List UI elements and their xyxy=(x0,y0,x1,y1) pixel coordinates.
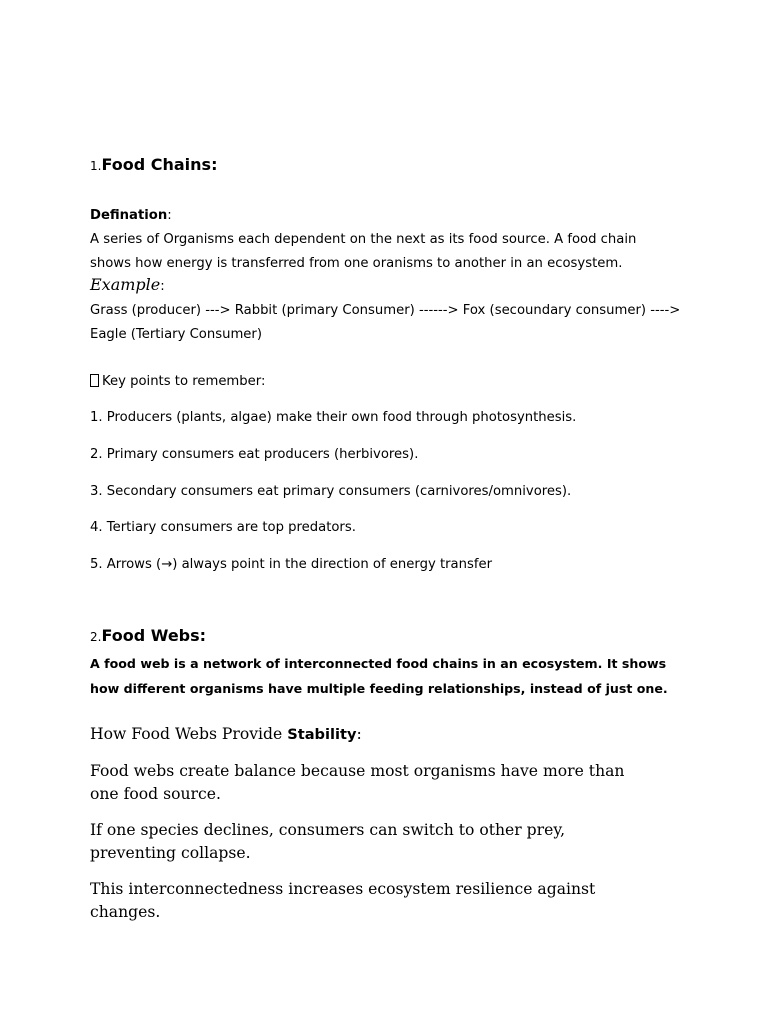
example-food-chain xyxy=(90,299,690,347)
example-label: Example xyxy=(90,275,161,294)
food-web-intro-line: how different organisms have multiple feeding relationships, instead of just one. xyxy=(90,681,668,696)
paragraph-line: changes. xyxy=(90,903,161,921)
paragraph-line: preventing collapse. xyxy=(90,844,251,862)
food-web-intro xyxy=(90,651,690,701)
stability-colon: : xyxy=(356,725,362,743)
key-point-item: 4. Tertiary consumers are top predators. xyxy=(90,520,356,535)
section-title: Food Chains: xyxy=(101,155,218,174)
key-point-item: 3. Secondary consumers eat primary consumers (carnivores/omnivores). xyxy=(90,484,572,499)
key-point-item: 1. Producers (plants, algae) make their own food through photosynthesis. xyxy=(90,410,577,425)
section-heading-food-chains xyxy=(90,155,690,174)
definition-line: shows how energy is transferred from one oranisms to another in an ecosystem. xyxy=(90,256,623,271)
stability-word: Stability xyxy=(287,726,357,743)
key-point-item: 2. Primary consumers eat producers (herbivores). xyxy=(90,447,419,462)
paragraph-line: Food webs create balance because most organisms have more than xyxy=(90,762,625,780)
example-label-line xyxy=(90,275,690,295)
stability-paragraph xyxy=(90,819,690,865)
definition-line: A series of Organisms each dependent on the next as its food source. A food chain xyxy=(90,232,637,247)
stability-paragraph xyxy=(90,760,690,806)
paragraph-line: This interconnectedness increases ecosystem resilience against xyxy=(90,880,596,898)
missing-glyph-icon xyxy=(90,374,99,387)
key-point-item: 5. Arrows (→) always point in the direction of energy transfer xyxy=(90,557,493,572)
key-points-heading-text: Key points to remember: xyxy=(102,374,266,389)
section-number: 2. xyxy=(90,630,102,644)
stability-paragraph xyxy=(90,878,690,924)
definition-colon: : xyxy=(167,208,172,223)
stability-heading xyxy=(90,723,690,746)
definition-label-line xyxy=(90,204,690,228)
example-colon: : xyxy=(160,279,165,294)
stability-prefix: How Food Webs Provide xyxy=(90,725,288,743)
section-title: Food Webs: xyxy=(101,626,207,645)
paragraph-line: one food source. xyxy=(90,785,221,803)
example-line: Eagle (Tertiary Consumer) xyxy=(90,327,262,342)
paragraph-line: If one species declines, consumers can switch to other prey, xyxy=(90,821,566,839)
section-number: 1. xyxy=(90,159,102,173)
key-points-heading xyxy=(90,370,690,394)
definition-label: Defination xyxy=(90,208,168,223)
example-line: Grass (producer) ---> Rabbit (primary Consumer) ------> Fox (secoundary consumer) ----> xyxy=(90,303,681,318)
definition-text xyxy=(90,228,690,276)
section-heading-food-webs xyxy=(90,626,690,645)
food-web-intro-line: A food web is a network of interconnected food chains in an ecosystem. It shows xyxy=(90,656,667,671)
